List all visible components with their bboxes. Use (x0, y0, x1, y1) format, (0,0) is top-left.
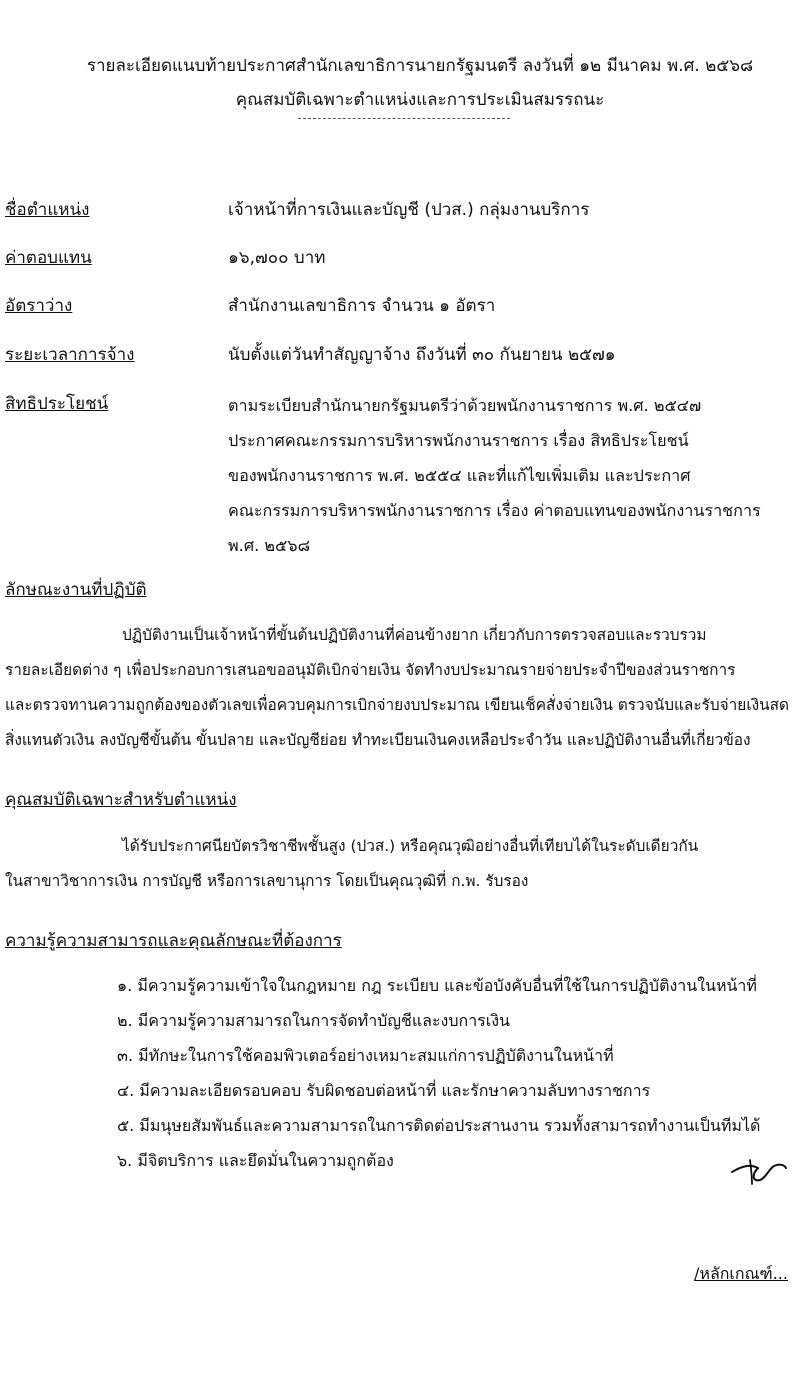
document-header-line-1: รายละเอียดแนบท้ายประกาศสำนักเลขาธิการนายกรัฐมนตรี ลงวันที่ ๑๒ มีนาคม พ.ศ. ๒๕๖๘ (86, 56, 754, 76)
header-separator (298, 118, 510, 119)
vacancy-label: อัตราว่าง (5, 296, 73, 316)
competency-item: ๓. มีทักษะในการใช้คอมพิวเตอร์อย่างเหมาะสมแก่การปฏิบัติงานในหน้าที่ (117, 1046, 614, 1065)
salary-label: ค่าตอบแทน (5, 248, 92, 268)
competencies-list (117, 968, 787, 1178)
qualifications-line: ในสาขาวิชาการเงิน การบัญชี หรือการเลขานุการ โดยเป็นคุณวุฒิที่ ก.พ. รับรอง (5, 872, 529, 890)
duties-line: สิ่งแทนตัวเงิน ลงบัญชีขั้นต้น ขั้นปลาย และบัญชีย่อย ทำทะเบียนเงินคงเหลือประจำวัน และปฏิบัติงานอื่นที่เกี่ยวข้อง (5, 731, 751, 749)
duties-line: และตรวจทานความถูกต้องของตัวเลขเพื่อควบคุมการเบิกจ่ายงบประมาณ เขียนเช็คสั่งจ่ายเงิน ตรวจนับและรับจ่ายเงินสด (5, 696, 790, 714)
competency-item: ๒. มีความรู้ความสามารถในการจัดทำบัญชีและงบการเงิน (117, 1011, 510, 1030)
duties-line: รายละเอียดต่าง ๆ เพื่อประกอบการเสนอขออนุมัติเบิกจ่ายเงิน จัดทำงบประมาณรายจ่ายประจำปีของส่วนราชการ (5, 661, 736, 679)
competencies-heading: ความรู้ความสามารถและคุณลักษณะที่ต้องการ (5, 931, 342, 951)
document-header-line-2: คุณสมบัติเฉพาะตำแหน่งและการประเมินสมรรถนะ (235, 90, 605, 110)
competency-item: ๑. มีความรู้ความเข้าใจในกฎหมาย กฎ ระเบียบ และข้อบังคับอื่นที่ใช้ในการปฏิบัติงานในหน้าที่ (117, 976, 757, 995)
signature-mark (728, 1152, 788, 1188)
position-label: ชื่อตำแหน่ง (5, 200, 90, 220)
duties-line: ปฏิบัติงานเป็นเจ้าหน้าที่ขั้นต้นปฏิบัติงานที่ค่อนข้างยาก เกี่ยวกับการตรวจสอบและรวบรวม (122, 626, 707, 644)
benefits-line: พ.ศ. ๒๕๖๘ (228, 536, 311, 555)
benefits-line: ของพนักงานราชการ พ.ศ. ๒๕๕๔ และที่แก้ไขเพิ่มเติม และประกาศ (228, 466, 691, 485)
competency-item: ๔. มีความละเอียดรอบคอบ รับผิดชอบต่อหน้าที่ และรักษาความลับทางราชการ (117, 1081, 651, 1100)
benefits-text (228, 388, 793, 563)
qualifications-paragraph (5, 829, 795, 899)
position-value: เจ้าหน้าที่การเงินและบัญชี (ปวส.) กลุ่มงานบริการ (228, 200, 590, 220)
qualifications-heading: คุณสมบัติเฉพาะสำหรับตำแหน่ง (5, 790, 237, 810)
competency-item: ๖. มีจิตบริการ และยึดมั่นในความถูกต้อง (117, 1151, 394, 1170)
benefits-line: คณะกรรมการบริหารพนักงานราชการ เรื่อง ค่าตอบแทนของพนักงานราชการ (228, 501, 761, 520)
salary-value: ๑๖,๗๐๐ บาท (228, 248, 326, 268)
benefits-line: ตามระเบียบสำนักนายกรัฐมนตรีว่าด้วยพนักงานราชการ พ.ศ. ๒๕๔๗ (228, 396, 702, 415)
qualifications-line: ได้รับประกาศนียบัตรวิชาชีพชั้นสูง (ปวส.) หรือคุณวุฒิอย่างอื่นที่เทียบได้ในระดับเดียวกัน (122, 837, 699, 855)
competency-item: ๕. มีมนุษยสัมพันธ์และความสามารถในการติดต่อประสานงาน รวมทั้งสามารถทำงานเป็นทีมได้ (117, 1116, 761, 1135)
benefits-label: สิทธิประโยชน์ (5, 394, 109, 414)
employment-period-value: นับตั้งแต่วันทำสัญญาจ้าง ถึงวันที่ ๓๐ กันยายน ๒๕๗๑ (228, 345, 616, 365)
vacancy-value: สำนักงานเลขาธิการ จำนวน ๑ อัตรา (228, 296, 496, 316)
continuation-marker: /หลักเกณฑ์... (694, 1264, 788, 1283)
duties-paragraph (5, 618, 795, 758)
employment-period-label: ระยะเวลาการจ้าง (5, 345, 135, 365)
benefits-line: ประกาศคณะกรรมการบริหารพนักงานราชการ เรื่อง สิทธิประโยชน์ (228, 431, 689, 450)
duties-heading: ลักษณะงานที่ปฏิบัติ (5, 580, 147, 600)
